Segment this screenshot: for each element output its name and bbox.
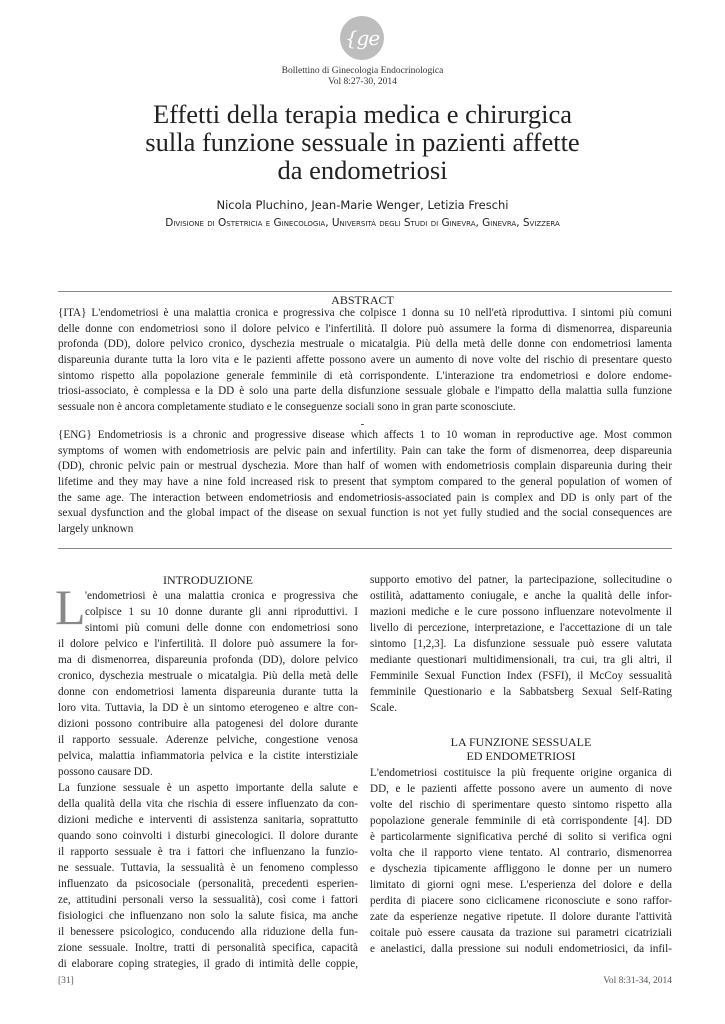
body-line: femminile Questionario e la Sabbatsberg Sexual Self-Rating xyxy=(370,686,672,698)
body-line: il benessere psicologico, conducendo alla riduzione della fun- xyxy=(58,926,358,938)
body-line: influenzato da psicosociale (personalità, precedenti esperien- xyxy=(58,878,358,890)
journal-volume: Vol 8:27-30, 2014 xyxy=(328,77,397,87)
page-number: [31] xyxy=(58,976,74,986)
body-line: il rapporto sessuale è tra i fattori che influenzano la funzio- xyxy=(58,846,358,858)
body-line: fisiologici che influenzano non solo la salute fisica, ma anche xyxy=(58,910,358,922)
abstract-line: symptoms of women with endometriosis are pelvic pain and infertility. Pain can take the form of dismenorrea, deep dispareunia xyxy=(58,444,672,457)
body-line: volta che il rapporto viene tentato. Al contrario, dismenorrea xyxy=(370,847,672,859)
body-line: mediante questionari multidimensionali, tra cui, tra gli altri, il xyxy=(370,654,672,666)
body-line: della qualità della vita che rischia di essere influenzato da con- xyxy=(58,798,358,810)
body-line: limitato di giorni ogni mese. L'esperienza del dolore e della xyxy=(370,879,672,891)
body-line: dizioni mediche e interventi di assistenza sanitaria, soprattutto xyxy=(58,814,358,826)
body-line: supporto emotivo del patner, la partecipazione, sollecitudine o xyxy=(370,574,672,586)
article-title xyxy=(60,100,665,184)
body-line: loro vita. Tuttavia, la DD è un sintomo eterogeneo e altre con- xyxy=(58,702,358,714)
abstract-line: triosi-associato, è complessa e la DD è solo una parte della disfunzione sessuale globale e l'impatto della malattia sulla funzione xyxy=(58,385,672,398)
logo-text: {ge xyxy=(344,26,380,50)
authors: Nicola Pluchino, Jean-Marie Wenger, Letizia Freschi xyxy=(216,198,509,212)
body-line: possono causare DD. xyxy=(58,766,153,778)
body-line: dizioni possono contribuire alla patogenesi del dolore durante xyxy=(58,718,358,730)
abstract-line: lifetime and they may have a nine fold increased risk to present that symptom compared to the general population of women of xyxy=(58,476,672,489)
body-line: ne sessuale. Tuttavia, la sessualità è un fenomeno complesso xyxy=(58,862,358,874)
intro-para xyxy=(58,636,358,972)
body-line: La funzione sessuale è un aspetto importante della salute e xyxy=(58,782,358,794)
section-heading xyxy=(370,735,672,763)
abstract-line: sintomo rispetto alla popolazione generale femminile di età corrispondente. L'interazione tra endometriosi e dolore endome- xyxy=(58,369,672,382)
abstract-line: {ITA} L'endometriosi è una malattia cronica e progressiva che colpisce 1 donna su 10 nell'età riproduttiva. I sintomi più comuni xyxy=(58,307,672,319)
journal-logo xyxy=(340,16,384,60)
body-line: volte del rischio di sperimentare questo sintomo rispetto alla xyxy=(370,799,672,811)
drop-cap: L xyxy=(55,579,86,635)
body-line: Femminile Sexual Function Index (FSFI), il McCoy sessualità xyxy=(370,670,672,682)
abstract-line: the same age. The interaction between endometriosis and endometriosis-associated pain is complex and DD is only part of the xyxy=(58,491,672,504)
body-line: popolazione generale femminile di età corrispondente [4]. DD xyxy=(370,815,672,827)
title-line: Effetti della terapia medica e chirurgica xyxy=(152,99,573,129)
body-line: livello di percezione, interpretazione, e l'accettazione di un tale xyxy=(370,622,672,634)
body-line: colpisce 1 su 10 donne durante gli anni riproduttivi. I xyxy=(85,606,358,618)
body-line: mazioni mediche e le cure possono influenzare notevolmente il xyxy=(370,606,672,618)
body-line: L'endometriosi costituisce la più frequente origine organica di xyxy=(370,767,672,779)
body-line: donne con endometriosi lamenta dispareunia durante tutta la xyxy=(58,686,358,698)
body-line: 'endometriosi è una malattia cronica e progressiva che xyxy=(85,590,358,602)
body-line: e dyschezia tipicamente affliggono le donne per un numero xyxy=(370,863,672,875)
abstract-line: (DD), chronic pelvic pain or mestrual dyschezia. More than half of women with endometriosis complain dispareunia during their xyxy=(58,460,672,473)
title-line: da endometriosi xyxy=(277,155,448,185)
body-line: cronico, dyschezia mestruale o micatalgia. Più della metà delle xyxy=(58,670,358,682)
body-line: quando sono coinvolti i disturbi ginecologici. Il dolore durante xyxy=(58,830,358,842)
section-heading-line: ED ENDOMETRIOSI xyxy=(466,749,576,763)
abstract-line: sexual dysfunction and the global impact of the disease on sexual function is not yet fully studied and the social consequences are xyxy=(58,507,672,520)
bottom-divider xyxy=(58,548,672,549)
section-para xyxy=(370,765,672,957)
footer-volume: Vol 8:31-34, 2014 xyxy=(603,976,672,986)
section-heading-line: LA FUNZIONE SESSUALE xyxy=(450,735,592,749)
body-line: è particolarmente significativa perché di solito si verifica ogni xyxy=(370,831,672,843)
body-line: il rapporto sessuale. Aderenze pelviche, congestione venosa xyxy=(58,734,358,746)
body-line: zate da esperienze negative ripetute. Il dolore durante l'attività xyxy=(370,911,672,923)
title-line: sulla funzione sessuale in pazienti affette xyxy=(145,127,580,157)
journal-header xyxy=(0,66,725,88)
abstract-line: {ENG} Endometriosis is a chronic and progressive disease which affects 1 to 10 woman in reproductive age. Most common xyxy=(58,429,672,441)
abstract-line: sessuale non è ancora completamente studiato e le conseguenze sociali sono in gran parte sconosciute. xyxy=(58,401,516,414)
body-line: di elaborare coping strategies, il grado di intimità delle coppie, xyxy=(58,958,358,970)
abstract-heading: ABSTRACT xyxy=(331,293,394,307)
abstract-ita xyxy=(58,306,672,416)
body-line: sintomo [1,2,3]. La disfunzione sessuale può essere valutata xyxy=(370,638,672,650)
right-para xyxy=(370,572,672,716)
body-line: ma di dismenorrea, dispareunia profonda (DD), dolore pelvico xyxy=(58,654,358,666)
body-line: coitale può essere causata da trazione sui parametri cicatriziali xyxy=(370,927,672,939)
body-line: sintomi più comuni delle donne con endometriosi sono xyxy=(85,622,358,634)
abstract-line: delle donne con endometriosi sono il dolore pelvico e l'infertilità. Il dolore può assumere la forma di dismenorrea, dispareunia xyxy=(58,322,672,335)
intro-para-indented xyxy=(85,588,358,636)
abstract-line: dispareunia durante tutta la loro vita e le pazienti affette possono avere un aumento di nove volte del rischio di presentare questo xyxy=(58,354,672,367)
body-line: pelvica, malattia infiammatoria pelvica e la cistite interstiziale xyxy=(58,750,358,762)
body-line: DD, e le pazienti affette possono avere un aumento di nove xyxy=(370,783,672,795)
body-line: ze, attitudini personali verso la sessualità), così come i fattori xyxy=(58,894,358,906)
journal-name: Bollettino di Ginecologia Endocrinologica xyxy=(281,66,444,76)
top-divider xyxy=(58,291,672,292)
body-line: perdita di piacere sono ciclicamene riconosciute e sono raffor- xyxy=(370,895,672,907)
intro-heading: INTRODUZIONE xyxy=(163,573,253,587)
affiliation: Divisione di Ostetricia e Ginecologia, Università degli Studi di Ginevra, Ginevra, Svizzera xyxy=(165,217,560,229)
body-line: e anelastici, dalla pressione sui noduli endometriosici, da infil- xyxy=(370,943,672,955)
body-line: il dolore pelvico e l'infertilità. Il dolore può assumere la for- xyxy=(58,638,358,650)
abstract-separator: - xyxy=(360,418,365,430)
abstract-line: profonda (DD), dolore pelvico cronico, dyschezia mestruale o micatalgia. Più della metà delle donne con endometriosi lamenta xyxy=(58,338,672,351)
abstract-eng xyxy=(58,428,672,538)
body-line: zione sessuale. Inoltre, tratti di personalità specifica, capacità xyxy=(58,942,358,954)
abstract-line: largely unknown xyxy=(58,523,134,536)
body-line: ostilità, adattamento coniugale, e anche la qualità delle infor- xyxy=(370,590,672,602)
body-line: Scale. xyxy=(370,702,398,714)
